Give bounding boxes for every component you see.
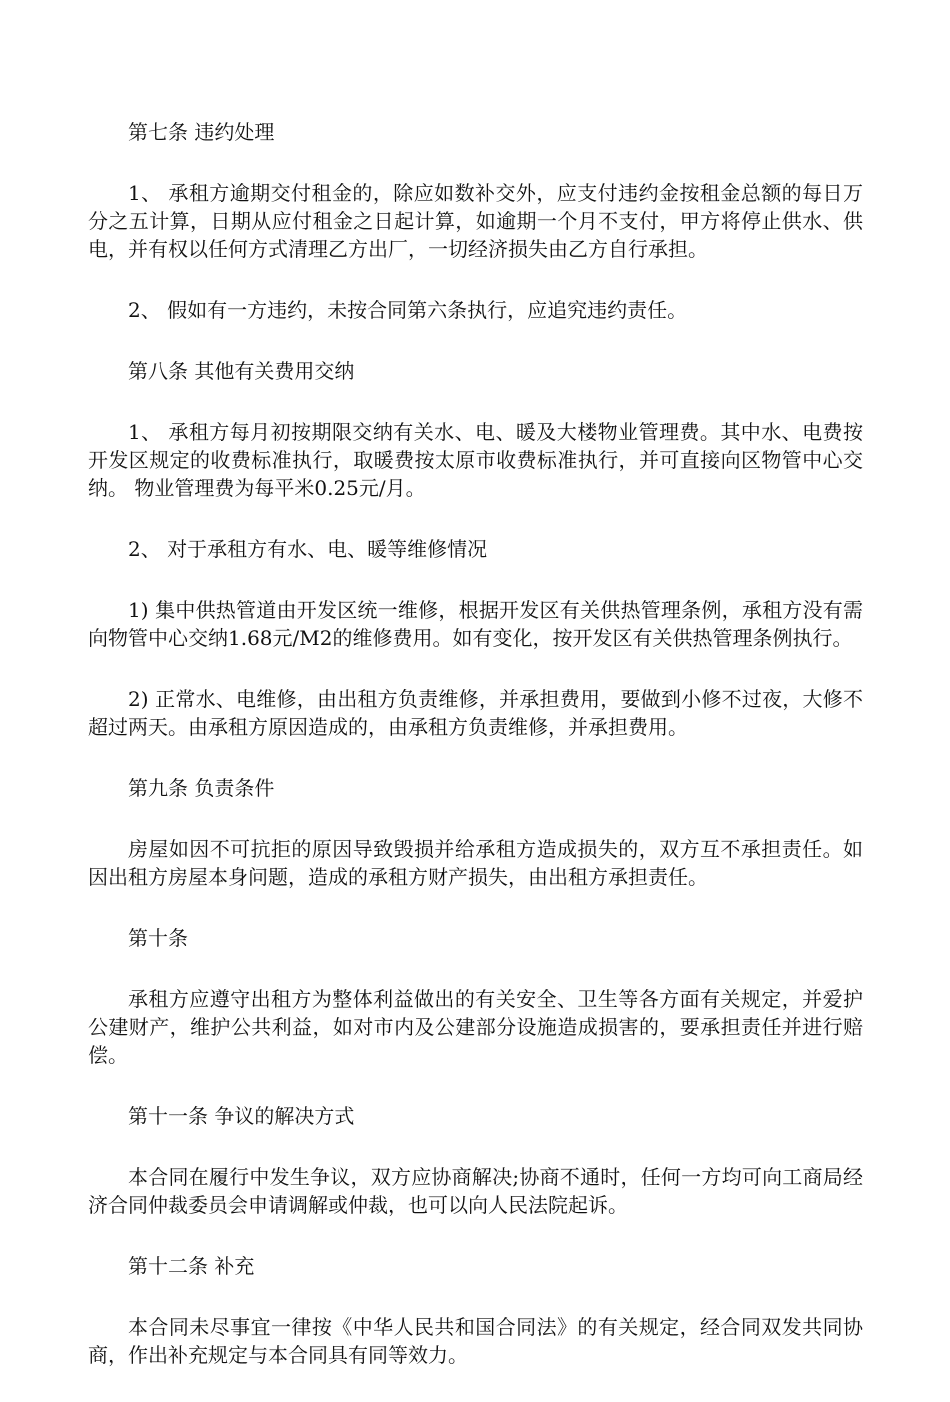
article-11-heading: 第十一条 争议的解决方式 [128,1104,355,1128]
article-8-clause-2: 2、 对于承租方有水、电、暖等维修情况 [128,537,488,561]
article-10-heading: 第十条 [128,926,188,950]
article-9-heading: 第九条 负责条件 [128,776,275,800]
article-7-clause-1: 1、 承租方逾期交付租金的，除应如数补交外，应支付违约金按租金总额的每日万分之五计算，日期从应付租金之日起计算，如逾期一个月不支付，甲方将停止供水、供电，并有权以任何方式清理乙方出厂，一切经济损失由乙方自行承担。 [88,181,863,261]
article-12-heading: 第十二条 补充 [128,1254,255,1278]
document-body [88,118,863,1402]
article-8-clause-1: 1、 承租方每月初按期限交纳有关水、电、暖及大楼物业管理费。其中水、电费按开发区规定的收费标准执行，取暖费按太原市收费标准执行，并可直接向区物管中心交纳。 物业管理费为每平米0.25元/月。 [88,420,863,500]
article-7-heading: 第七条 违约处理 [128,120,275,144]
article-10-body: 承租方应遵守出租方为整体利益做出的有关安全、卫生等各方面有关规定，并爱护公建财产，维护公共利益，如对市内及公建部分设施造成损害的，要承担责任并进行赔偿。 [88,987,863,1067]
article-11-body: 本合同在履行中发生争议，双方应协商解决;协商不通时，任何一方均可向工商局经济合同仲裁委员会申请调解或仲裁，也可以向人民法院起诉。 [88,1165,863,1217]
article-8-heading: 第八条 其他有关费用交纳 [128,359,355,383]
article-12-body: 本合同未尽事宜一律按《中华人民共和国合同法》的有关规定，经合同双发共同协商，作出补充规定与本合同具有同等效力。 [88,1315,863,1367]
article-7-clause-2: 2、 假如有一方违约，未按合同第六条执行，应追究违约责任。 [128,298,688,322]
article-8-item-2: 2) 正常水、电维修，由出租方负责维修，并承担费用，要做到小修不过夜，大修不超过两天。由承租方原因造成的，由承租方负责维修，并承担费用。 [88,687,863,739]
article-9-body: 房屋如因不可抗拒的原因导致毁损并给承租方造成损失的，双方互不承担责任。如因出租方房屋本身问题，造成的承租方财产损失，由出租方承担责任。 [88,837,863,889]
article-8-item-1: 1) 集中供热管道由开发区统一维修，根据开发区有关供热管理条例，承租方没有需向物管中心交纳1.68元/M2的维修费用。如有变化，按开发区有关供热管理条例执行。 [88,598,863,650]
